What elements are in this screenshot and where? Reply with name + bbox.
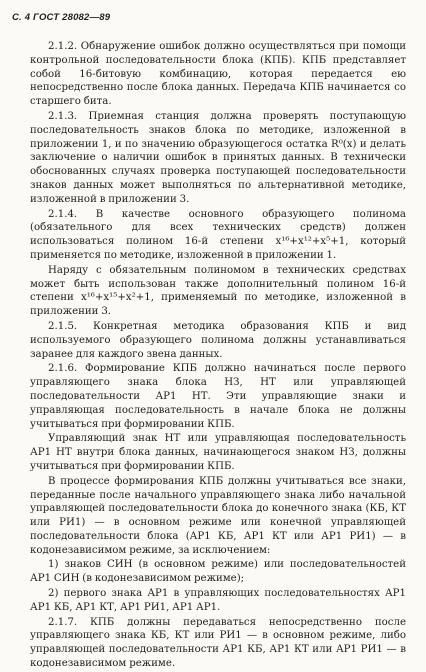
paragraph-2-1-2: 2.1.2. Обнаружение ошибок должно осуществляться при помощи контрольной последовательности блока (КПБ). КПБ представляет собой 16-битовую комбинацию, которая передается ею непосредственно после блока данных. Передача КПБ начинается со старшего бита.	[30, 41, 406, 108]
paragraph-kpb-formation: В процессе формирования КПБ должны учитываться все знаки, переданные после начального управляющего знака либо начальной управляющей последовательности блока до конечного знака (КБ, КТ или РИ1) — в основном режиме или конечной управляющей последовательности блока (АР1 КБ, АР1 КТ или АР1 РИ1) — в кодонезависимом режиме, за исключением:	[30, 475, 406, 556]
page-header: С. 4 ГОСТ 28082—89	[12, 12, 111, 23]
list-item-1: 1) знаков СИН (в основном режиме) или последовательностей АР1 СИН (в кодонезависимом режиме);	[30, 559, 406, 585]
paragraph-additional-polynomial: Наряду с обязательным полиномом в технических средствах может быть использован также дополнительный полином 16-й степени x¹⁶+x¹⁵+x²+1, применяемый по методике, изложенной в приложении 3.	[30, 264, 406, 318]
paragraph-nt-inside-block: Управляющий знак НТ или управляющая последовательность АР1 НТ внутри блока данных, начинающегося знаком НЗ, должны учитываться при формировании КПБ.	[30, 433, 406, 472]
document-body	[30, 40, 406, 672]
paragraph-2-1-4: 2.1.4. В качестве основного образующего полинома (обязательного для всех технических средств) должен использоваться полином 16-й степени x¹⁶+x¹²+x⁵+1, который применяется по методике, изложенной в приложении 1.	[30, 208, 406, 261]
paragraph-2-1-5: 2.1.5. Конкретная методика образования КПБ и вид используемого образующего полинома должны устанавливаться заранее для каждого звена данных.	[30, 320, 406, 360]
paragraph-2-1-3: 2.1.3. Приемная станция должна проверять поступающую последовательность знаков блока по методике, изложенной в приложении 1, и по значению образующегося остатка R⁰(x) и делать заключение о наличии ошибок в принятых данных. В технически обоснованных случаях проверка поступающей последовательности знаков данных может выполняться по альтернативной методике, изложенной в приложении 3.	[30, 110, 406, 205]
paragraph-2-1-6: 2.1.6. Формирование КПБ должно начинаться после первого управляющего знака блока НЗ, НТ или управляющей последовательности АР1 НТ. Эти управляющие знаки и управляющая последовательность в начале блока не должны учитываться при формировании КПБ.	[30, 363, 406, 430]
list-item-2: 2) первого знака АР1 в управляющих последовательностях АР1 АР1 КБ, АР1 КТ, АР1 РИ1, АР1 АР1.	[30, 588, 406, 613]
paragraph-2-1-7: 2.1.7. КПБ должны передаваться непосредственно после управляющего знака КБ, КТ или РИ1 — в основном режиме, либо управляющей последовательности АР1 КБ, АР1 КТ или АР1 РИ1 — в кодонезависимом режиме.	[30, 616, 406, 670]
